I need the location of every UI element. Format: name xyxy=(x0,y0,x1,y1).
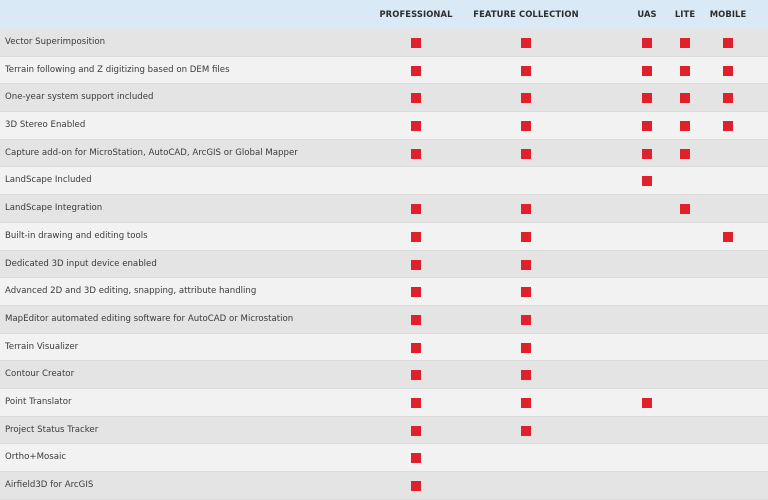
included-marker-icon xyxy=(521,66,531,76)
feature-label: Airfield3D for ArcGIS xyxy=(5,480,94,490)
included-marker-icon xyxy=(411,66,421,76)
feature-label: Vector Superimposition xyxy=(5,37,106,47)
included-marker-icon xyxy=(680,66,690,76)
included-marker-icon xyxy=(521,204,531,214)
included-marker-icon xyxy=(680,149,690,159)
included-marker-icon xyxy=(411,315,421,325)
column-header-lite: LITE xyxy=(674,9,696,19)
table-row xyxy=(0,140,768,168)
feature-label: One-year system support included xyxy=(5,92,154,103)
included-marker-icon xyxy=(521,370,531,380)
included-marker-icon xyxy=(521,426,531,436)
included-marker-icon xyxy=(411,426,421,436)
column-header-uas: UAS xyxy=(637,9,657,19)
included-marker-icon xyxy=(411,260,421,270)
included-marker-icon xyxy=(521,232,531,242)
table-row xyxy=(0,57,768,85)
included-marker-icon xyxy=(642,176,652,186)
included-marker-icon xyxy=(521,260,531,270)
included-marker-icon xyxy=(723,38,733,48)
column-header-mobile: MOBILE xyxy=(709,9,747,19)
included-marker-icon xyxy=(411,398,421,408)
included-marker-icon xyxy=(521,287,531,297)
feature-label: Project Status Tracker xyxy=(5,424,99,435)
included-marker-icon xyxy=(680,38,690,48)
included-marker-icon xyxy=(521,315,531,325)
included-marker-icon xyxy=(411,149,421,159)
column-header-feature-collection: FEATURE COLLECTION xyxy=(473,9,579,19)
feature-label: Built-in drawing and editing tools xyxy=(5,230,148,241)
table-row xyxy=(0,167,768,195)
included-marker-icon xyxy=(521,149,531,159)
feature-label: Ortho+Mosaic xyxy=(5,452,67,463)
included-marker-icon xyxy=(411,93,421,103)
table-row xyxy=(0,278,768,306)
included-marker-icon xyxy=(411,204,421,214)
table-row xyxy=(0,361,768,389)
feature-label: Advanced 2D and 3D editing, snapping, attribute handling xyxy=(5,286,257,297)
included-marker-icon xyxy=(680,93,690,103)
included-marker-icon xyxy=(642,38,652,48)
included-marker-icon xyxy=(723,66,733,76)
table-row xyxy=(0,195,768,223)
included-marker-icon xyxy=(411,481,421,491)
included-marker-icon xyxy=(723,232,733,242)
included-marker-icon xyxy=(642,121,652,131)
feature-label: LandScape Included xyxy=(5,175,92,186)
table-row xyxy=(0,444,768,472)
included-marker-icon xyxy=(642,398,652,408)
feature-label: Capture add-on for MicroStation, AutoCAD, ArcGIS or Global Mapper xyxy=(5,147,298,158)
included-marker-icon xyxy=(411,232,421,242)
table-row xyxy=(0,251,768,279)
included-marker-icon xyxy=(723,121,733,131)
included-marker-icon xyxy=(521,38,531,48)
table-row xyxy=(0,223,768,251)
included-marker-icon xyxy=(723,93,733,103)
included-marker-icon xyxy=(642,149,652,159)
feature-label: Dedicated 3D input device enabled xyxy=(5,258,157,269)
included-marker-icon xyxy=(642,66,652,76)
included-marker-icon xyxy=(411,38,421,48)
table-row xyxy=(0,334,768,362)
included-marker-icon xyxy=(680,204,690,214)
included-marker-icon xyxy=(521,93,531,103)
included-marker-icon xyxy=(521,398,531,408)
included-marker-icon xyxy=(411,370,421,380)
table-row xyxy=(0,84,768,112)
included-marker-icon xyxy=(680,121,690,131)
included-marker-icon xyxy=(411,121,421,131)
feature-label: Contour Creator xyxy=(5,369,75,380)
included-marker-icon xyxy=(411,343,421,353)
feature-label: 3D Stereo Enabled xyxy=(5,120,86,131)
column-header-professional: PROFESSIONAL xyxy=(379,9,453,19)
table-row xyxy=(0,472,768,500)
feature-label: LandScape Integration xyxy=(5,203,103,214)
included-marker-icon xyxy=(411,287,421,297)
included-marker-icon xyxy=(411,453,421,463)
feature-label: Terrain following and Z digitizing based on DEM files xyxy=(5,64,230,75)
included-marker-icon xyxy=(642,93,652,103)
table-row xyxy=(0,29,768,57)
table-body xyxy=(0,29,768,500)
feature-label: MapEditor automated editing software for AutoCAD or Microstation xyxy=(5,313,294,324)
table-row xyxy=(0,306,768,334)
table-row xyxy=(0,112,768,140)
table-row xyxy=(0,417,768,445)
included-marker-icon xyxy=(521,121,531,131)
table-row xyxy=(0,389,768,417)
feature-label: Point Translator xyxy=(5,396,72,407)
table-header xyxy=(0,0,768,29)
included-marker-icon xyxy=(521,343,531,353)
feature-label: Terrain Visualizer xyxy=(5,341,79,352)
